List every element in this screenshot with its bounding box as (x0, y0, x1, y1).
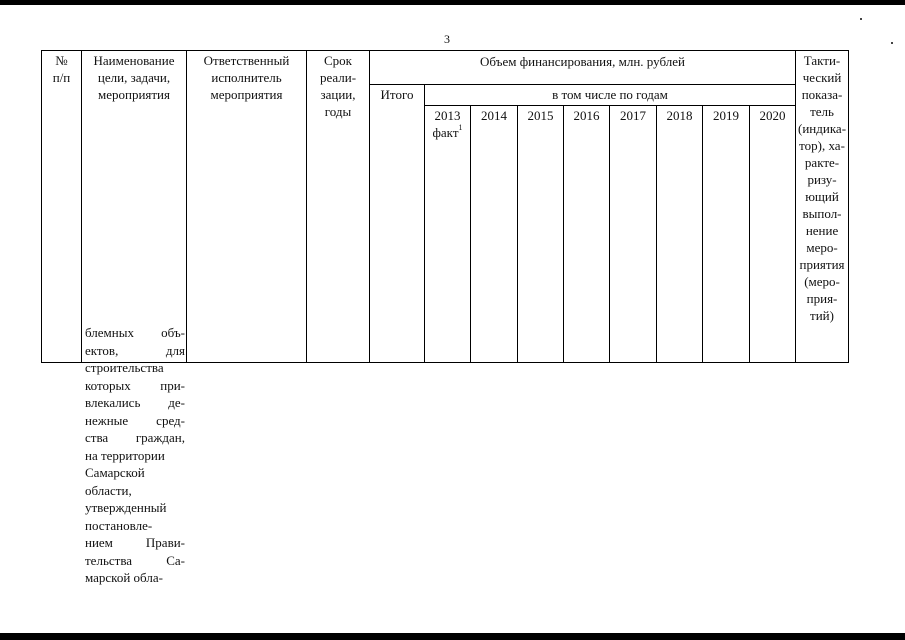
col-total-header: Итого (370, 85, 425, 363)
year-header-2019: 2019 (703, 106, 750, 363)
bottom-border-bar (0, 633, 905, 640)
text-line: на территории (85, 447, 165, 463)
text-line: Самарской (85, 465, 145, 480)
year-header-2018: 2018 (657, 106, 703, 363)
page-number: 3 (444, 32, 450, 46)
col-by-year-header: в том числе по годам (425, 85, 796, 106)
col-term-header: Срок реали- зации, годы (307, 51, 370, 363)
text-line: нежные сред- (85, 412, 185, 428)
text-line: строительства (85, 360, 164, 375)
text-line: ектов, для (85, 342, 185, 358)
col-name-header: Наименование цели, задачи, мероприятия (82, 51, 187, 363)
text-line: постановле- (85, 517, 153, 533)
col-financing-header: Объем финансирования, млн. рублей (370, 51, 796, 85)
top-border-bar (0, 0, 905, 5)
year-header-2020: 2020 (750, 106, 796, 363)
scan-speck (891, 42, 893, 44)
year-header-2015: 2015 (518, 106, 564, 363)
text-line: влекались де- (85, 395, 185, 410)
continued-item-text (85, 324, 185, 587)
year-header-2013: 2013 факт$^1$ (425, 106, 471, 363)
col-indicator-header: Такти- ческий показа- тель (индика- тор), ха- ракте- ризу- ющий выпол- нение меро- приятия (меро- прия- тий) (796, 51, 849, 363)
financing-table (41, 50, 849, 363)
text-line: области, (85, 482, 132, 498)
year-header-2017: 2017 (610, 106, 657, 363)
year-header-2014: 2014 (471, 106, 518, 363)
col-number-header: № п/п (42, 51, 82, 363)
text-line: которых при- (85, 377, 185, 393)
text-line: тельства Са- (85, 552, 185, 568)
text-line: блемных объ- (85, 325, 185, 340)
year-header-2016: 2016 (564, 106, 610, 363)
text-line: нием Прави- (85, 535, 185, 550)
text-line: марской обла- (85, 570, 163, 585)
text-line: утвержденный (85, 500, 167, 515)
scan-speck (860, 18, 862, 20)
col-responsible-header: Ответственный исполнитель мероприятия (187, 51, 307, 363)
text-line: ства граждан, (85, 430, 185, 445)
